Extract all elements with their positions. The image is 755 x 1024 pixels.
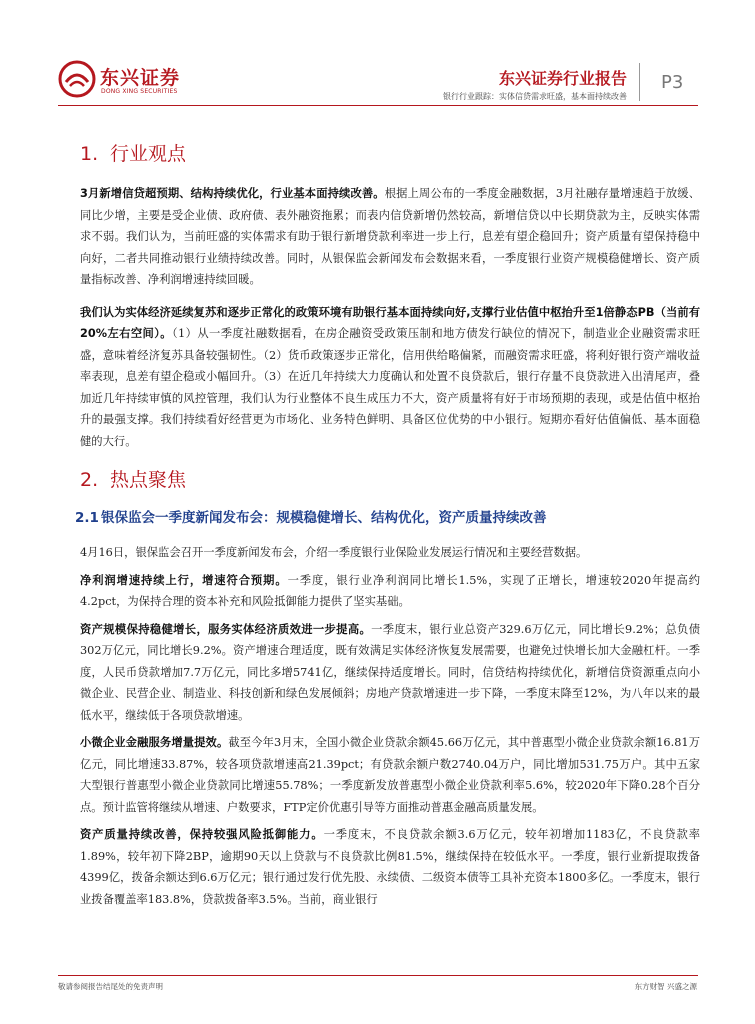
brand-name-cn: 东兴证券	[100, 67, 181, 89]
body-text: 一季度末，不良贷款余额3.6万亿元，较年初增加1183亿，不良贷款率1.89%，较年初下降2BP，逾期90天以上贷款与不良贷款比例81.5%，继续保持在较低水平。一季度，银行业新提取拨备4399亿，拨备余额达到6.6万亿元；银行通过发行优先股、永续债、二级资本债等工具补充资本1800多亿。一季度末，银行业拨备覆盖率183.8%，贷款拨备率3.5%。当前，商业银行	[80, 828, 700, 906]
dongxing-logo-icon	[58, 60, 96, 98]
company-logo	[58, 58, 188, 102]
paragraph	[80, 570, 700, 613]
lead-sentence: 我们认为实体经济延续复苏和逐步正常化的政策环境有助银行基本面持续向好,支撑行业估值中枢抬升至1倍静态PB（当前有20%左右空间）。	[80, 305, 700, 340]
body-text: 4月16日，银保监会召开一季度新闻发布会，介绍一季度银行业保险业发展运行情况和主要经营数据。	[80, 546, 588, 559]
footer-rule	[58, 975, 698, 976]
lead-sentence: 资产规模保持稳健增长，服务实体经济质效进一步提高。	[80, 622, 372, 636]
brand-name-en: DONG XING SECURITIES	[101, 88, 178, 95]
section-heading-2	[80, 466, 700, 494]
header-divider	[639, 63, 640, 101]
lead-sentence: 3月新增信贷超预期、结构持续优化，行业基本面持续改善。	[80, 187, 385, 200]
subsection-number: 2.1	[75, 510, 99, 526]
disclaimer-note: 敬请参阅报告结尾处的免责声明	[58, 982, 163, 991]
page-number: P3	[661, 72, 684, 93]
body-text: 截至今年3月末，全国小微企业贷款余额45.66万亿元，其中普惠型小微企业贷款余额16.81万亿元，同比增速33.87%，较各项贷款增速高21.39pct；有贷款余额户数2740.04万户，同比增加531.75万户。其中五家大型银行普惠型小微企业贷款同比增速55.78%；一季度新发放普惠型小微企业贷款利率5.6%，较2020年下降0.28个百分点。预计监管将继续从增速、户数要求，FTP定价优惠引导等方面推动普惠金融高质量发展。	[80, 736, 700, 814]
section-title: 热点聚焦	[110, 469, 187, 491]
body-text: （1）从一季度社融数据看，在房企融资受政策压制和地方债发行缺位的情况下，制造业企业融资需求旺盛，意味着经济复苏具备较强韧性。（2）货币政策逐步正常化，信用供给略偏紧，而融资需求旺盛，将利好银行资产端收益率表现，息差有望企稳或小幅回升。（3）在近几年持续大力度确认和处置不良贷款后，银行存量不良贷款进入出清尾声，叠加近几年持续审慎的风控管理，我们认为行业整体不良生成压力不大，资产质量将有好于市场预期的表现，或是估值中枢抬升的最强支撑。我们持续看好经营更为市场化、业务特色鲜明、具备区位优势的中小银行。短期亦看好估值偏低、基本面稳健的大行。	[80, 327, 701, 448]
section-number: 1.	[80, 143, 99, 165]
body-text: 根据上周公布的一季度金融数据，3月社融存量增速趋于放缓、同比少增，主要是受企业债、政府债、表外融资拖累；而表内信贷新增仍然较高，新增信贷以中长期贷款为主，反映实体需求不弱。我们认为，当前旺盛的实体需求有助于银行新增贷款利率进一步上行，息差有望企稳回升；资产质量有望保持稳中向好，二者共同推动银行业绩持续改善。同时，从银保监会新闻发布会数据来看，一季度银行业资产规模稳健增长、资产质量指标改善、净利润增速持续回暖。	[80, 187, 700, 286]
paragraph	[80, 542, 700, 564]
lead-sentence: 小微企业金融服务增量提效。	[80, 736, 229, 749]
footer-slogan: 东方财智 兴盛之源	[634, 982, 697, 991]
subsection-heading-2-1	[75, 504, 700, 532]
section-title: 行业观点	[110, 143, 187, 165]
report-subtitle: 银行行业跟踪：实体信贷需求旺盛，基本面持续改善	[443, 92, 627, 101]
main-content	[75, 140, 701, 910]
page-header	[0, 0, 755, 105]
paragraph	[80, 732, 700, 818]
header-rule	[58, 105, 698, 106]
paragraph	[80, 302, 700, 453]
lead-sentence: 资产质量持续改善，保持较强风险抵御能力。	[80, 828, 324, 841]
section-number: 2.	[80, 469, 99, 491]
body-text: 一季度末，银行业总资产329.6万亿元，同比增长9.2%；总负债302万亿元，同比增长9.2%。资产增速合理适度，既有效满足实体经济恢复发展需要，也避免过快增长加大金融杠杆。一季度，人民币贷款增加7.7万亿元，同比多增5741亿，继续保持适度增长。同时，信贷结构持续优化，新增信贷资源重点向小微企业、民营企业、制造业、科技创新和绿色发展倾斜；房地产贷款增速进一步下降，一季度末降至12%，为八年以来的最低水平，继续低于各项贷款增速。	[80, 622, 700, 722]
paragraph	[80, 619, 700, 727]
lead-sentence: 净利润增速持续上行，增速符合预期。	[80, 573, 288, 587]
body-text: 一季度，银行业净利润同比增长1.5%，实现了正增长，增速较2020年提高约4.2pct，为保持合理的资本补充和风险抵御能力提供了坚实基础。	[80, 573, 700, 608]
paragraph	[80, 824, 700, 910]
subsection-title: 银保监会一季度新闻发布会：规模稳健增长、结构优化，资产质量持续改善	[101, 510, 547, 526]
section-heading-1	[80, 140, 700, 168]
paragraph	[80, 183, 700, 291]
report-title: 东兴证券行业报告	[498, 69, 627, 88]
